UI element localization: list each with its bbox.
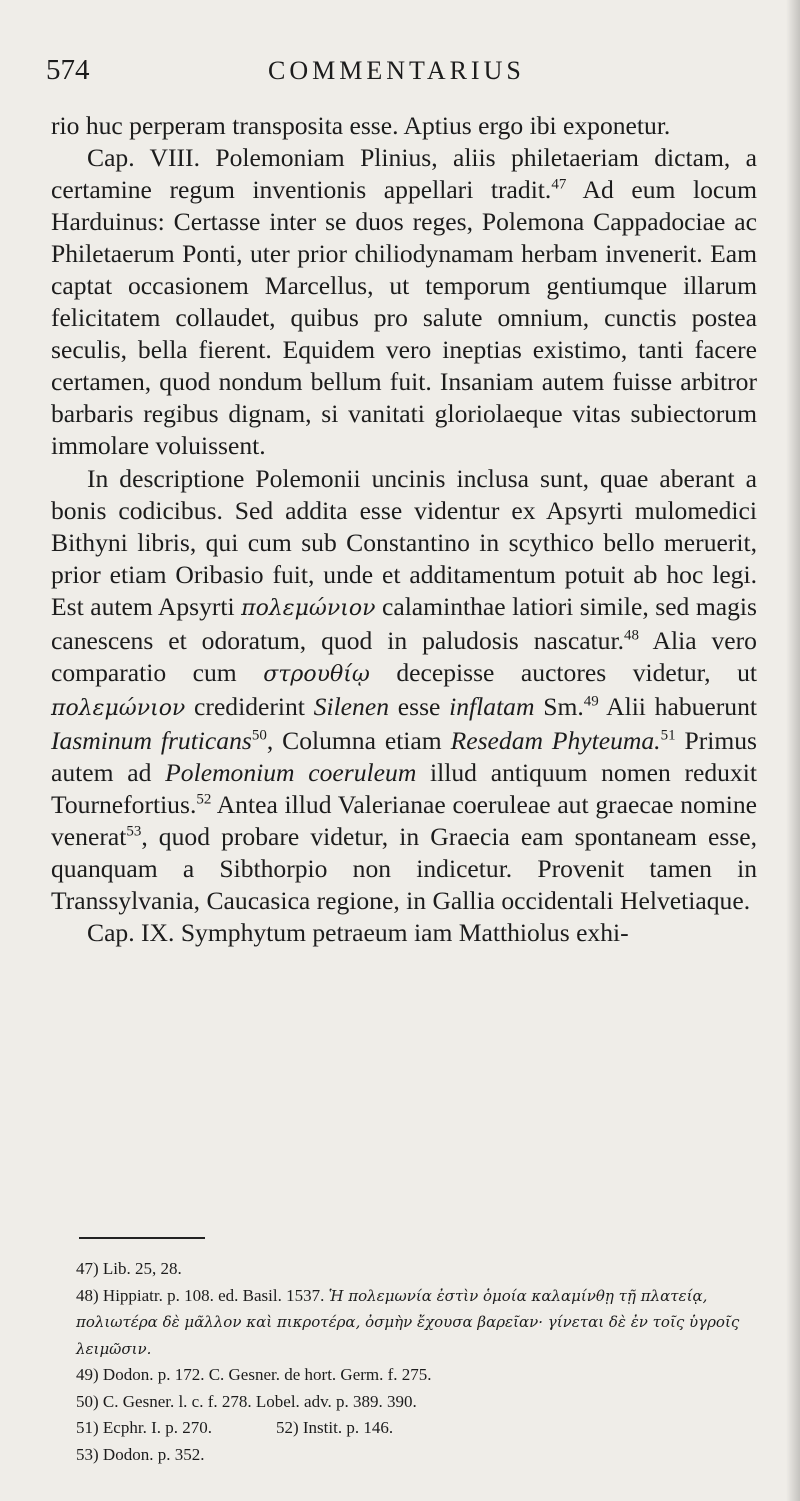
page-edge-shadow — [786, 0, 800, 1501]
italic-term: Resedam Phyteuma. — [450, 725, 661, 755]
text-run: , quod probare videtur, in Graecia eam spontaneam esse, quanquam a Sibthorpio non indicetur. Provenit tamen in Transsylvania, Caucasica regione, in Gallia occidentali Helvetiaque. — [51, 822, 757, 916]
greek-word: πολεμώνιον — [241, 595, 376, 621]
footnote-ref: 52 — [196, 791, 212, 808]
italic-term: Polemonium coeruleum — [165, 757, 417, 787]
text-run: , Columna etiam — [266, 725, 451, 755]
footnote-divider — [79, 1237, 205, 1239]
text-run: illud antiquum nomen reduxit Tournefortius. — [51, 757, 758, 819]
footnote-48 — [76, 1283, 766, 1363]
footnote-ref: 53 — [126, 823, 142, 840]
text-run: Ad eum locum Harduinus: Certasse inter se duos reges, Polemona Cappadociae ac Philetaerum Ponti, uter prior chiliodynamam herbam invenerit. Eam captat occasionem Marcellus, ut temporum gentiumque illarum felicitatem collaudet, quibus pro salute omnium, cunctis postea seculis, bella fierent. Equidem vero ineptias existimo, tanti facere certamen, quod nondum bellum fuit. Insaniam autem fuisse arbitror barbaris regibus dignam, si vanitati gloriolaeque vitas subiectorum immolare voluissent. — [51, 175, 757, 461]
footnote-ref: 50 — [251, 727, 267, 744]
italic-term: Iasminum fruticans — [51, 725, 252, 755]
footnote-49: 49) Dodon. p. 172. C. Gesner. de hort. Germ. f. 275. — [76, 1365, 432, 1384]
paragraph-cap-ix: Cap. IX. Symphytum petraeum iam Matthiolus exhi- — [87, 918, 629, 948]
greek-quotation: Ἡ πολεμωνία ἐστὶν ὁμοία καλαμίνθῃ τῇ πλατείᾳ, πολιωτέρα δὲ μᾶλλον καὶ πικροτέρα, ὀσμὴν ἔχουσα βαρεῖαν· γίνεται δὲ ἐν τοῖς ὑγροῖς λειμῶσιν. — [76, 1286, 740, 1358]
text-run: decepisse auctores videtur, ut — [369, 657, 757, 687]
text-run: Alii habuerunt — [598, 691, 757, 721]
text-run: calaminthae latiori simile, sed magis canescens et odoratum, quod in paludosis nascatur. — [51, 591, 757, 655]
footnote-50: 50) C. Gesner. l. c. f. 278. Lobel. adv. p. 389. 390. — [76, 1391, 417, 1411]
italic-term: inflatam — [449, 691, 535, 721]
text-run: Primus autem ad — [51, 725, 758, 787]
footnote-ref: 51 — [660, 727, 676, 744]
text-run: Cap. VIII. Polemoniam Plinius, aliis philetaeriam dictam, a certamine regum inventionis appellari tradit. — [51, 143, 757, 205]
footnote-ref: 49 — [583, 693, 599, 710]
footnotes — [76, 1256, 766, 1468]
text-run: In descriptione Polemonii uncinis inclusa sunt, quae aberant a bonis codicibus. Sed addita esse videntur ex Apsyrti mulomedici Bithyni libris, qui cum sub Constantino in scythico bello meruerit, prior etiam Oribasio fuit, unde et additamentum potuit ab hoc legi. Est autem Apsyrti — [51, 463, 757, 621]
footnote-ref: 47 — [551, 176, 567, 193]
footnote-52: 52) Instit. p. 146. — [275, 1418, 394, 1437]
footnote-47: 47) Lib. 25, 28. — [76, 1259, 182, 1278]
footnote-ref: 48 — [623, 627, 639, 644]
text-run: Antea illud Valerianae coeruleae aut graecae nomine venerat — [51, 789, 757, 852]
page-number: 574 — [46, 54, 90, 86]
greek-word: πολεμώνιον — [51, 695, 186, 721]
text-run: crediderint — [185, 691, 314, 721]
footnote-text: 48) Hippiatr. p. 108. ed. Basil. 1537. — [76, 1285, 329, 1305]
footnote-51: 51) Ecphr. I. p. 270. — [76, 1418, 212, 1437]
text-run: Alia vero comparatio cum — [51, 625, 757, 687]
running-title: COMMENTARIUS — [268, 56, 525, 85]
greek-word: στρουθίῳ — [263, 661, 370, 687]
text-run: Sm. — [534, 691, 584, 721]
italic-term: Silenen — [313, 691, 389, 721]
page-header — [46, 54, 746, 94]
footnote-53: 53) Dodon. p. 352. — [76, 1444, 205, 1464]
footnote-51-52 — [76, 1415, 766, 1442]
paragraph-cap-viii — [51, 142, 757, 462]
paragraph-polemonii — [51, 463, 757, 918]
body-text — [51, 110, 757, 949]
paragraph-1: rio huc perperam transposita esse. Aptius ergo ibi exponetur. — [51, 111, 671, 140]
text-run: esse — [389, 691, 450, 721]
